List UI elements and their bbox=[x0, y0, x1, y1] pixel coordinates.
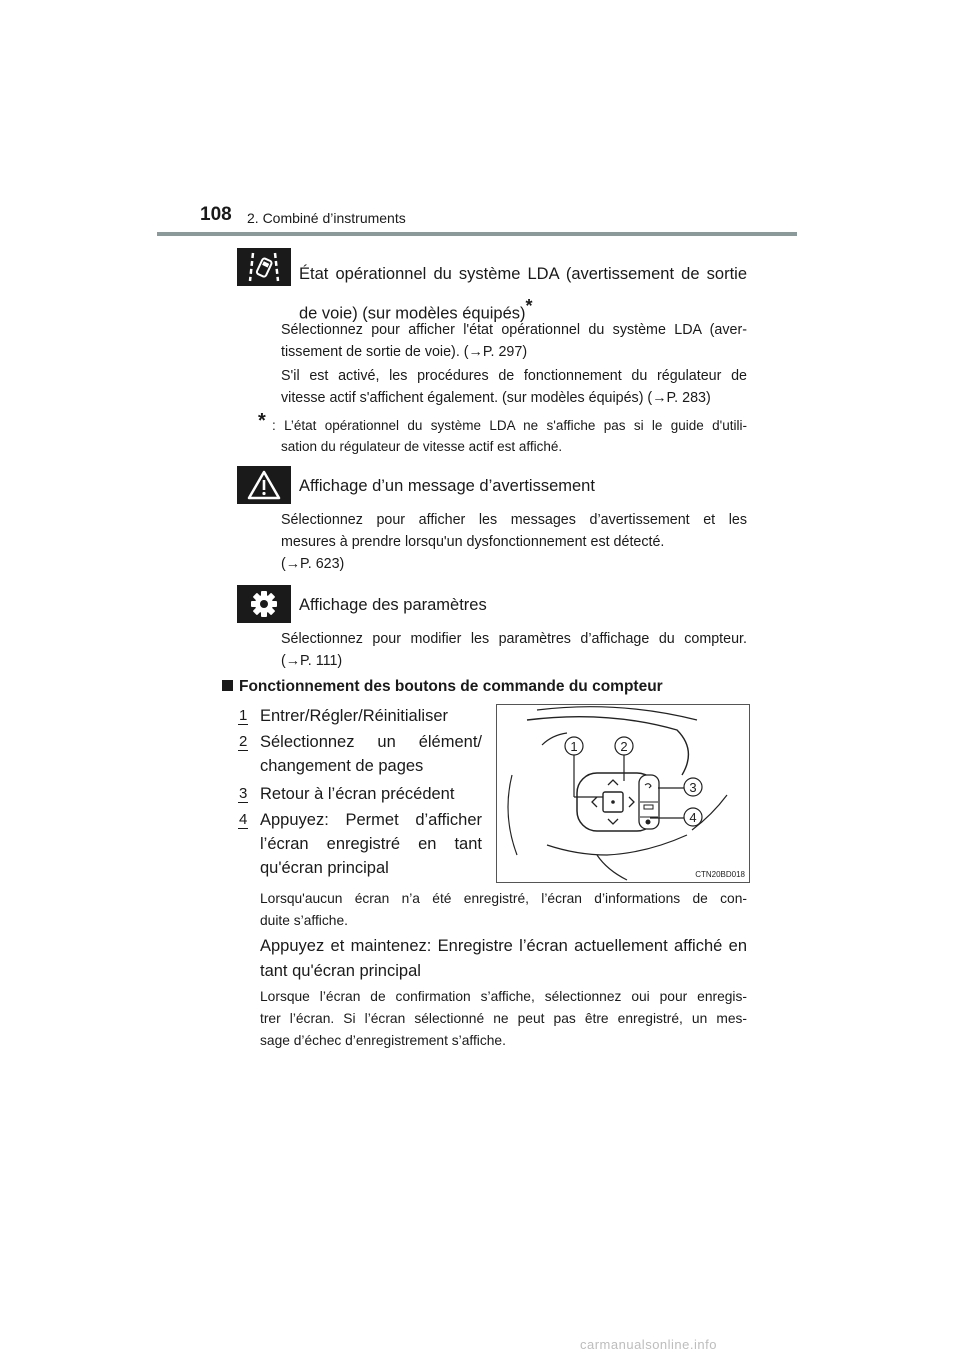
gear-icon bbox=[237, 585, 291, 623]
warning-message-description: Sélectionnez pour afficher les messages d’avertissement et les mesures à prendre lorsqu'un dysfonctionnement est détecté. (→P. 623) bbox=[281, 512, 747, 572]
list-item-2: Sélectionnez un élément/ changement de pages bbox=[260, 733, 482, 775]
lane-departure-icon bbox=[237, 248, 291, 286]
page-number: 108 bbox=[200, 204, 232, 225]
steering-switch-diagram bbox=[496, 704, 750, 883]
header-rule bbox=[157, 232, 797, 236]
no-screen-note: Lorsqu'aucun écran n’a été enregistré, l’écran d’informations de con- duite s’affiche. bbox=[260, 891, 747, 928]
warning-message-title: Affichage d’un message d’avertissement bbox=[299, 477, 595, 495]
list-number-3: 3 bbox=[239, 785, 248, 802]
lda-footnote: : L’état opérationnel du système LDA ne s'affiche pas si le guide d'utili- sation du régulateur de vitesse actif est affiché. bbox=[272, 418, 747, 454]
settings-description: Sélectionnez pour modifier les paramètres d’affichage du compteur. (→P. 111) bbox=[281, 631, 747, 669]
watermark[interactable]: carmanualsonline.info bbox=[580, 1337, 717, 1352]
square-bullet-icon bbox=[222, 680, 233, 691]
press-and-hold-text: Appuyez et maintenez: Enregistre l’écran actuellement affiché en tant qu'écran principal bbox=[260, 937, 747, 980]
list-item-1: Entrer/Régler/Réinitialiser bbox=[260, 707, 448, 725]
callout-2: 2 bbox=[620, 739, 628, 754]
diagram-code: CTN20BD018 bbox=[695, 870, 745, 879]
list-item-4: Appuyez: Permet d’afficher l’écran enregistré en tant qu'écran principal bbox=[260, 811, 482, 877]
list-item-3: Retour à l’écran précédent bbox=[260, 785, 455, 803]
list-number-4: 4 bbox=[239, 811, 248, 828]
controls-heading: Fonctionnement des boutons de commande du compteur bbox=[222, 678, 663, 696]
list-number-2: 2 bbox=[239, 733, 248, 750]
footnote-asterisk: * bbox=[258, 410, 266, 432]
settings-title: Affichage des paramètres bbox=[299, 596, 487, 614]
callout-1: 1 bbox=[570, 739, 578, 754]
callout-3: 3 bbox=[689, 780, 697, 795]
section-title: 2. Combiné d’instruments bbox=[247, 210, 406, 226]
callout-4: 4 bbox=[689, 810, 697, 825]
confirmation-note: Lorsque l’écran de confirmation s’affiche, sélectionnez oui pour enregis- trer l’écran. Si l’écran sélectionné ne peut pas être enregistré, un mes- sage d’échec d’enregistrement s’affiche. bbox=[260, 989, 747, 1048]
lda-description: Sélectionnez pour afficher l'état opérationnel du système LDA (aver- tissement de sortie de voie). (→P. 297) bbox=[281, 322, 747, 360]
warning-triangle-icon bbox=[237, 466, 291, 504]
list-number-1: 1 bbox=[239, 707, 248, 724]
lda-cruise-note: S'il est activé, les procédures de fonctionnement du régulateur de vitesse actif s'affichent également. (sur modèles équipés) (→P. 283) bbox=[281, 368, 747, 406]
lda-title: État opérationnel du système LDA (avertissement de sortie de voie) (sur modèles équipés)* bbox=[299, 265, 747, 323]
